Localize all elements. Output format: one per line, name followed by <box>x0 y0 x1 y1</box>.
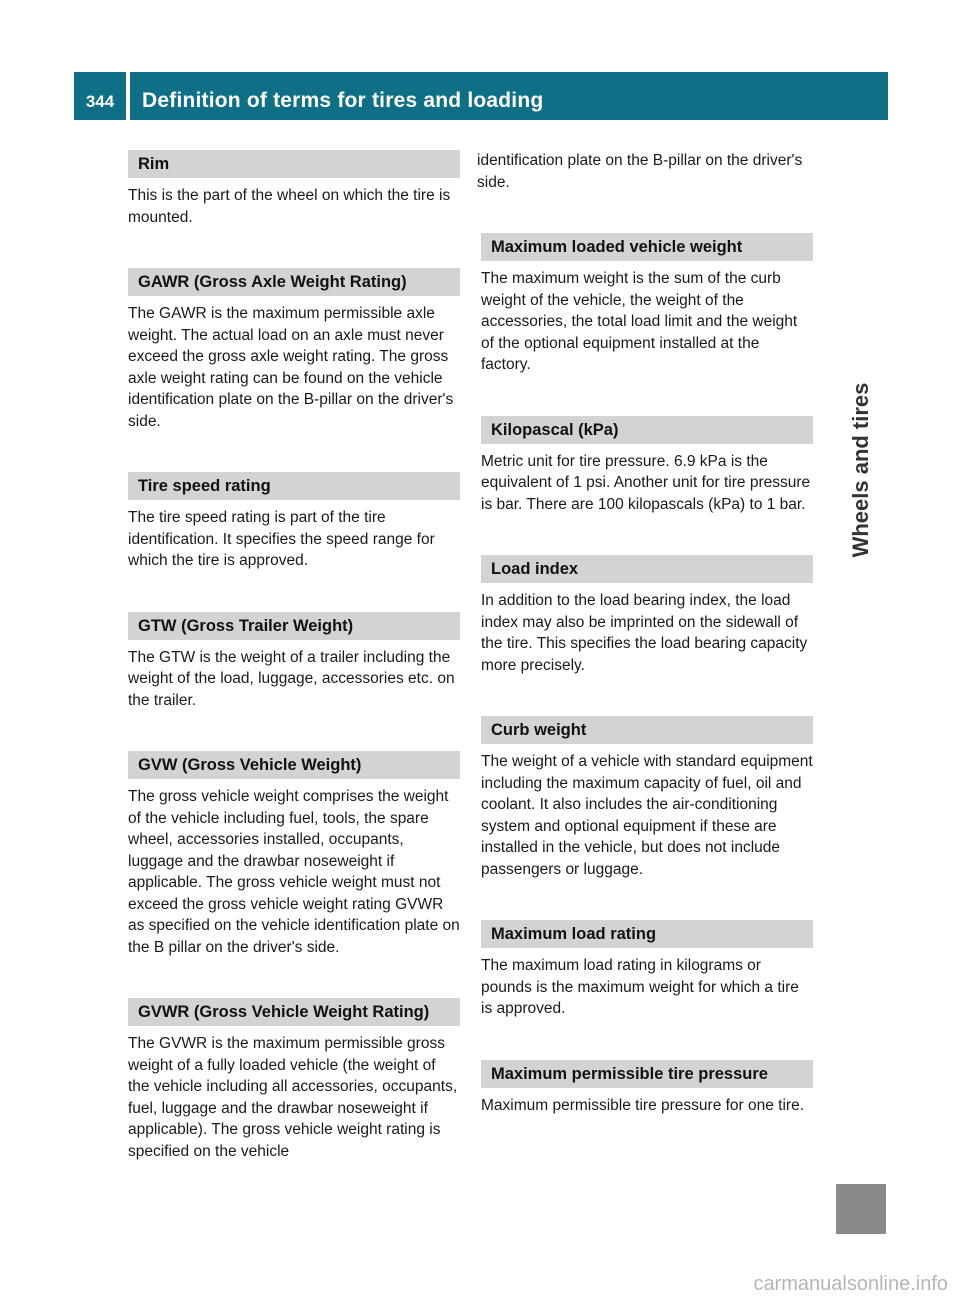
section-tire-speed-rating <box>124 472 460 572</box>
section-heading: GTW (Gross Trailer Weight) <box>128 612 460 640</box>
section-heading: Load index <box>481 555 813 583</box>
section-heading: Maximum permissible tire pressure <box>481 1060 813 1088</box>
side-tab-label: Wheels and tires <box>848 382 873 558</box>
section-maximum-loaded-vehicle-weight <box>477 233 813 376</box>
section-curb-weight <box>477 716 813 880</box>
section-heading: GVW (Gross Vehicle Weight) <box>128 751 460 779</box>
section-rim <box>124 150 460 228</box>
section-text: The maximum weight is the sum of the curb weight of the vehicle, the weight of the accessories, the total load limit and the weight of the optional equipment installed at the factory. <box>481 270 798 373</box>
section-text: Metric unit for tire pressure. 6.9 kPa is the equivalent of 1 psi. Another unit for tire pressure is bar. There are 100 kilopascals (kPa) to 1 bar. <box>481 452 811 513</box>
section-text: The GVWR is the maximum permissible gross weight of a fully loaded vehicle (the weight of the vehicle including all accessories, occupants, fuel, luggage and the drawbar noseweight if applicable). The gross vehicle weight rating is specified on the vehicle <box>128 1035 458 1160</box>
watermark: carmanualsonline.info <box>753 1273 948 1295</box>
section-kilopascal <box>477 416 813 516</box>
section-heading: GVWR (Gross Vehicle Weight Rating) <box>128 998 460 1026</box>
continued-text: identification plate on the B-pillar on the driver's side. <box>477 152 803 191</box>
section-load-index <box>477 555 813 676</box>
section-maximum-load-rating <box>477 920 813 1020</box>
header-bar <box>130 72 888 120</box>
section-text: The GAWR is the maximum permissible axle weight. The actual load on an axle must never exceed the gross axle weight rating. The gross axle weight rating can be found on the vehicle identification plate on the B-pillar on the driver's side. <box>128 305 454 430</box>
section-heading: Maximum loaded vehicle weight <box>481 233 813 261</box>
section-gvwr <box>124 998 460 1162</box>
section-text: The GTW is the weight of a trailer including the weight of the load, luggage, accessories etc. on the trailer. <box>128 648 455 709</box>
section-heading: Kilopascal (kPa) <box>481 416 813 444</box>
section-heading: Tire speed rating <box>128 472 460 500</box>
section-heading: Maximum load rating <box>481 920 813 948</box>
page-number: 344 <box>85 92 115 111</box>
section-heading: Curb weight <box>481 716 813 744</box>
section-gtw <box>124 612 460 712</box>
section-heading: GAWR (Gross Axle Weight Rating) <box>128 268 460 296</box>
section-text: The gross vehicle weight comprises the weight of the vehicle including fuel, tools, the spare wheel, accessories installed, occupants, luggage and the drawbar noseweight if applicable. The gross vehicle weight must not exceed the gross vehicle weight rating GVWR as specified on the vehicle identification plate on the B pillar on the driver's side. <box>128 788 460 956</box>
section-gvw <box>124 751 460 958</box>
section-gawr <box>124 268 460 432</box>
right-column <box>477 150 813 1156</box>
left-column <box>124 150 460 1202</box>
page-title: Definition of terms for tires and loading <box>142 89 544 112</box>
section-text: The weight of a vehicle with standard equipment including the maximum capacity of fuel, oil and coolant. It also includes the air-conditioning system and optional equipment if these are installed in the vehicle, but does not include passengers or luggage. <box>481 753 813 878</box>
side-tab-marker <box>836 1184 886 1234</box>
section-text: The maximum load rating in kilograms or pounds is the maximum weight for which a tire is approved. <box>481 957 799 1017</box>
section-text: The tire speed rating is part of the tire identification. It specifies the speed range for which the tire is approved. <box>128 509 435 569</box>
section-maximum-permissible-tire-pressure <box>477 1060 813 1117</box>
page-number-box <box>74 72 126 120</box>
section-text: In addition to the load bearing index, the load index may also be imprinted on the sidewall of the tire. This specifies the load bearing capacity more precisely. <box>481 592 808 674</box>
section-heading: Rim <box>128 150 460 178</box>
section-text: This is the part of the wheel on which the tire is mounted. <box>128 187 451 226</box>
section-text: Maximum permissible tire pressure for one tire. <box>481 1096 805 1114</box>
